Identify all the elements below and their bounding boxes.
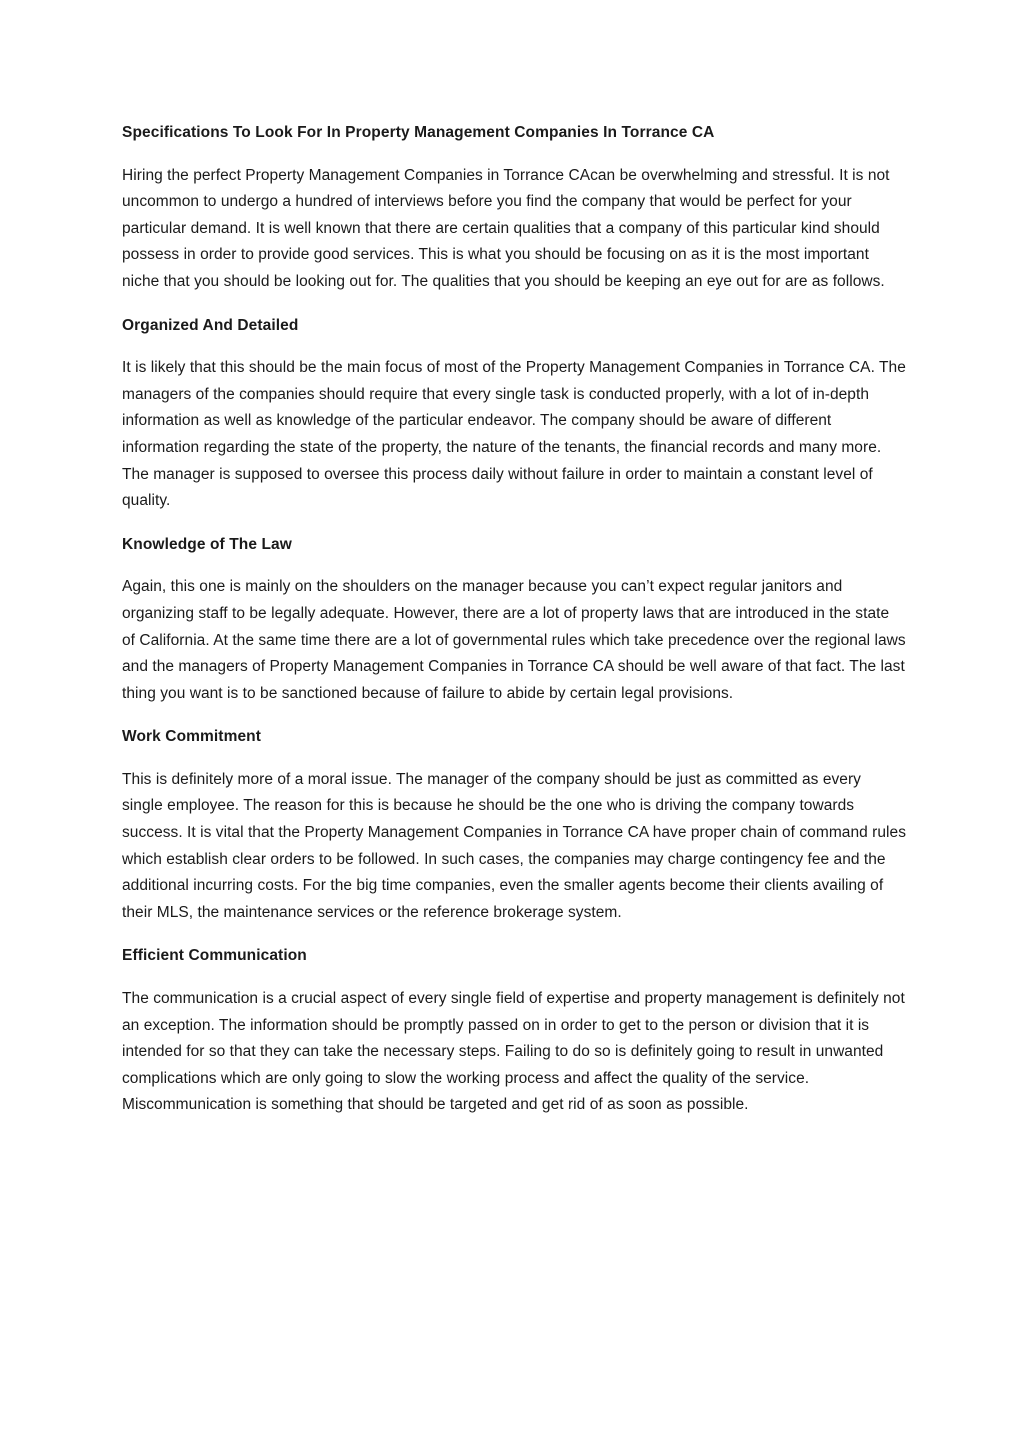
section-heading-organized: Organized And Detailed <box>122 316 299 334</box>
section-body-organized: It is likely that this should be the main focus of most of the Property Management Companies in Torrance CA. The managers of the companies should require that every single task is conducted properly, with a lot of in-depth information as well as knowledge of the particular endeavor. The company should be aware of different information regarding the state of the property, the nature of the tenants, the financial records and many more. The manager is supposed to oversee this process daily without failure in order to maintain a constant level of quality. <box>122 359 906 510</box>
intro-paragraph: Hiring the perfect Property Management Companies in Torrance CAcan be overwhelming and stressful. It is not uncommon to undergo a hundred of interviews before you find the company that would be perfect for your particular demand. It is well known that there are certain qualities that a company of this particular kind should possess in order to provide good services. This is what you should be focusing on as it is the most important niche that you should be looking out for. The qualities that you should be keeping an eye out for are as follows. <box>122 166 890 290</box>
section-body-law: Again, this one is mainly on the shoulders on the manager because you can’t expect regular janitors and organizing staff to be legally adequate. However, there are a lot of property laws that are introduced in the state of California. At the same time there are a lot of governmental rules which take precedence over the regional laws and the managers of Property Management Companies in Torrance CA should be well aware of that fact. The last thing you want is to be sanctioned because of failure to abide by certain legal provisions. <box>122 578 906 702</box>
section-heading-commitment: Work Commitment <box>122 728 262 746</box>
section-body-commitment: This is definitely more of a moral issue. The manager of the company should be just as committed as every single employee. The reason for this is because he should be the one who is driving the company towards success. It is vital that the Property Management Companies in Torrance CA have proper chain of command rules which establish clear orders to be followed. In such cases, the companies may charge contingency fee and the additional incurring costs. For the big time companies, even the smaller agents become their clients availing of their MLS, the maintenance services or the reference brokerage system. <box>122 770 906 921</box>
document-page <box>122 120 906 1119</box>
section-heading-communication: Efficient Communication <box>122 947 307 965</box>
document-title: Specifications To Look For In Property Management Companies In Torrance CA <box>122 124 715 141</box>
section-heading-law: Knowledge of The Law <box>122 535 292 553</box>
section-body-communication: The communication is a crucial aspect of every single field of expertise and property management is definitely not an exception. The information should be promptly passed on in order to get to the person or division that it is intended for so that they can take the necessary steps. Failing to do so is definitely going to result in unwanted complications which are only going to slow the working process and affect the quality of the service. Miscommunication is something that should be targeted and get rid of as soon as possible. <box>122 990 905 1114</box>
